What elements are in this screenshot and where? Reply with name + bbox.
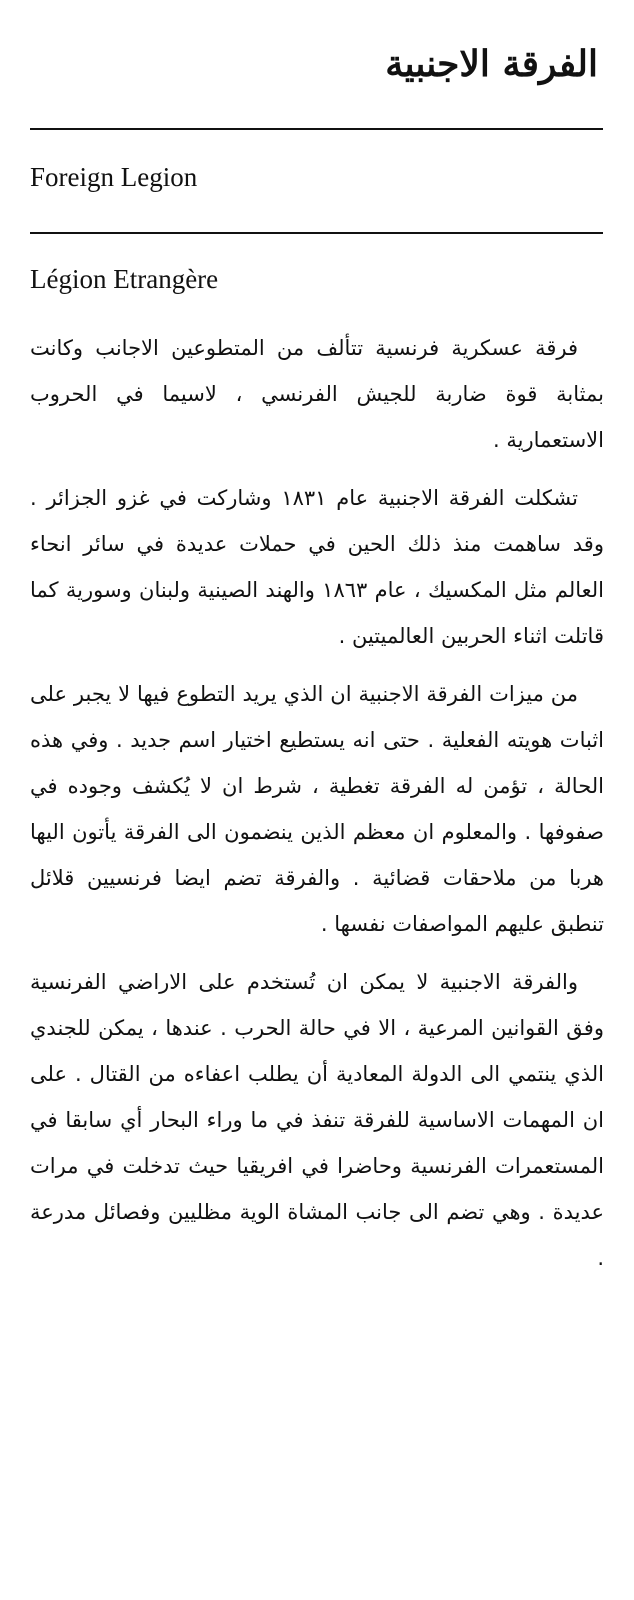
entry-term-french: Légion Etrangère (30, 264, 219, 294)
entry-term-english: Foreign Legion (30, 162, 198, 192)
body-paragraph: فرقة عسكرية فرنسية تتألف من المتطوعين الاجانب وكانت بمثابة قوة ضاربة للجيش الفرنسي ، لاسيما في الحروب الاستعمارية . (30, 336, 604, 452)
entry-body (30, 325, 604, 1293)
body-paragraph: تشكلت الفرقة الاجنبية عام ١٨٣١ وشاركت في غزو الجزائر . وقد ساهمت منذ ذلك الحين في حملات عديدة في سائر انحاء العالم مثل المكسيك ، عام ١٨٦٣ والهند الصينية ولبنان وسورية كما قاتلت اثناء الحربين العالميتين . (30, 486, 605, 648)
title-divider (30, 128, 603, 130)
body-paragraph: والفرقة الاجنبية لا يمكن ان تُستخدم على الاراضي الفرنسية وفق القوانين المرعية ، الا في حالة الحرب . عندها ، يمكن للجندي الذي ينتمي الى الدولة المعادية أن يطلب اعفاءه من القتال . على ان المهمات الاساسية للفرقة تنفذ في ما وراء البحار أي سابقا في المستعمرات الفرنسية وحاضرا في افريقيا حيث تدخلت في مرات عديدة . وهي تضم الى جانب المشاة الوية مظليين وفصائل مدرعة . (30, 970, 604, 1270)
term-divider (30, 232, 603, 234)
entry-title-arabic: الفرقة الاجنبية (385, 43, 598, 85)
body-paragraph: من ميزات الفرقة الاجنبية ان الذي يريد التطوع فيها لا يجبر على اثبات هويته الفعلية . حتى انه يستطيع اختيار اسم جديد . وفي هذه الحالة ، تؤمن له الفرقة تغطية ، شرط ان لا يُكشف وجوده في صفوفها . والمعلوم ان معظم الذين ينضمون الى الفرقة يأتون اليها هربا من ملاحقات قضائية . والفرقة تضم ايضا فرنسيين قلائل تنطبق عليهم المواصفات نفسها . (30, 682, 604, 936)
